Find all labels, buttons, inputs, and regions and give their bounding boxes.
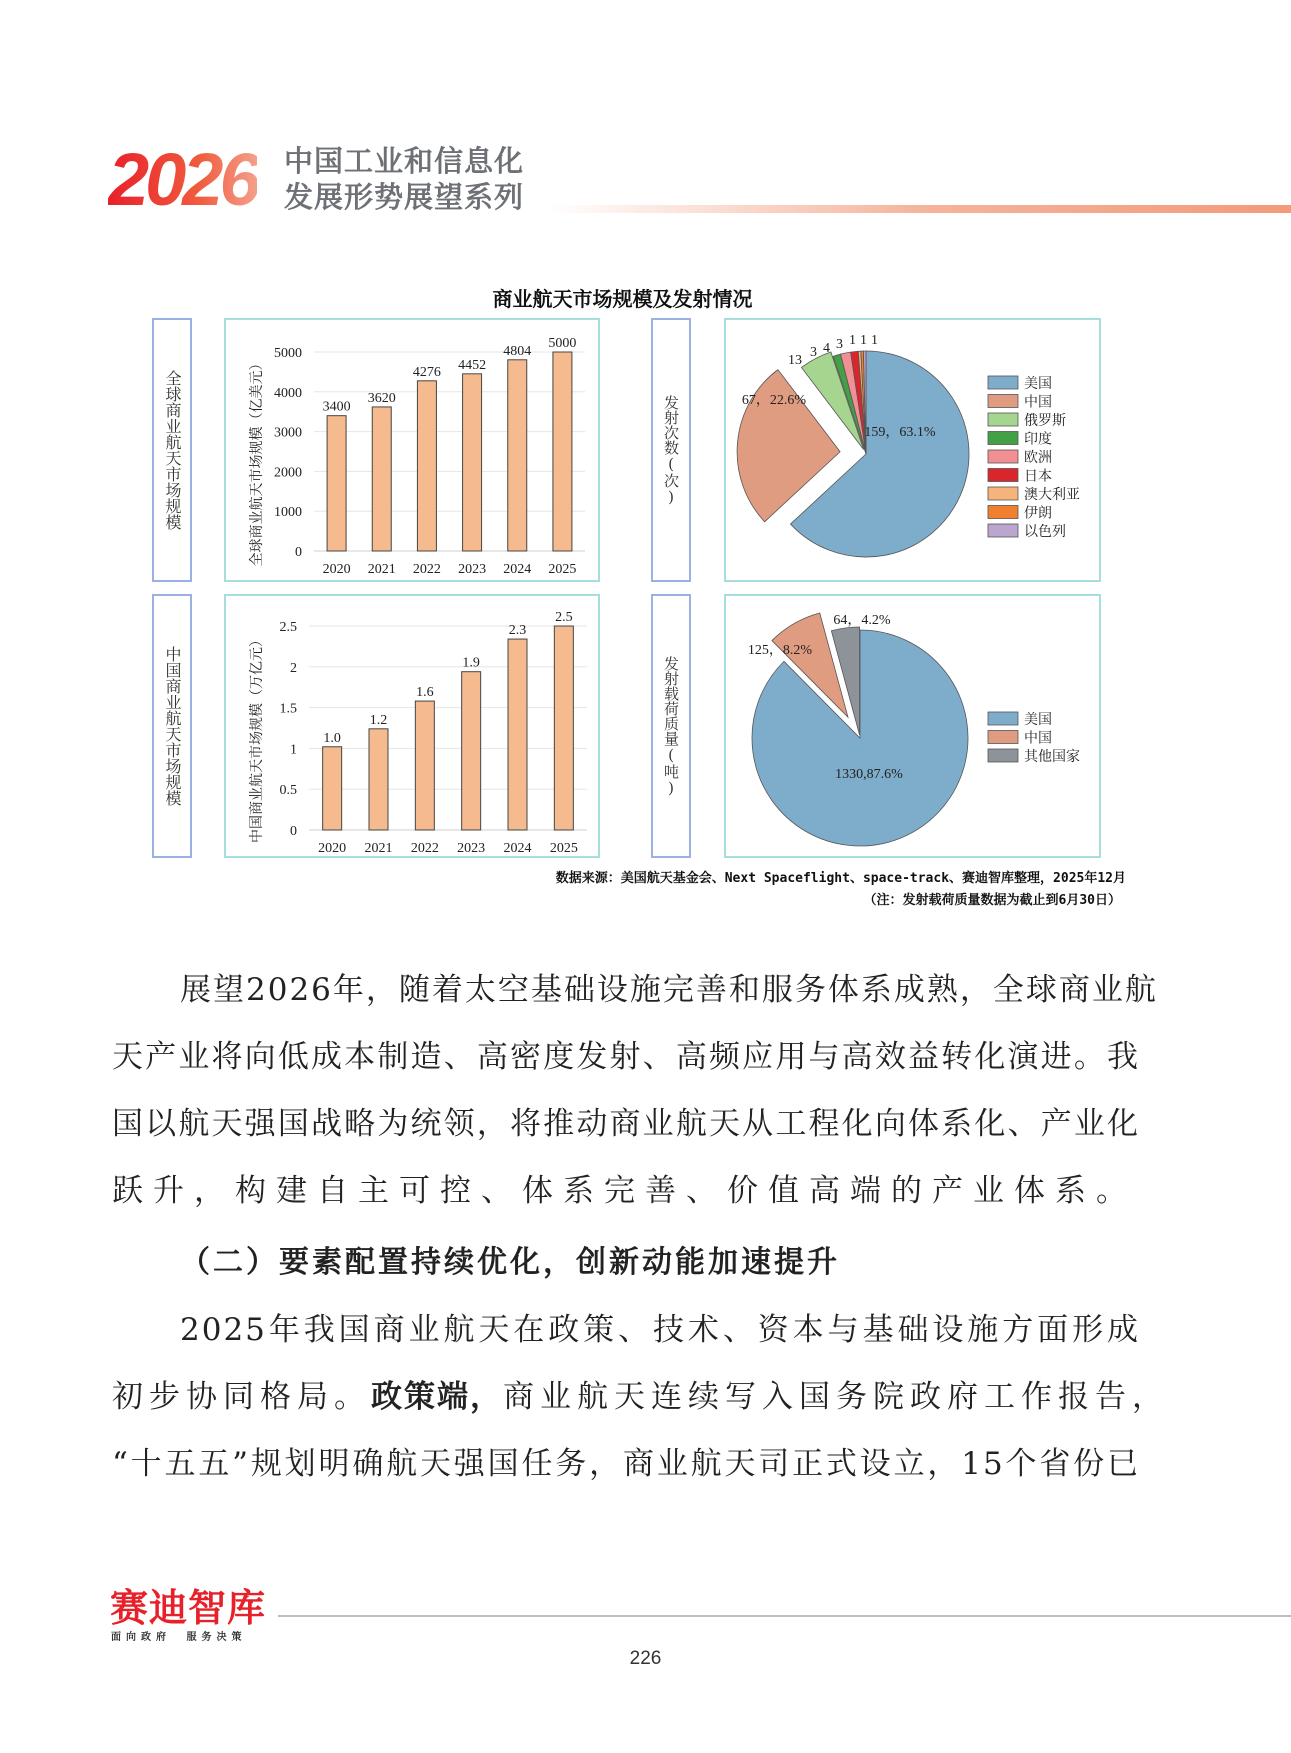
x-tick-label: 2024 — [503, 562, 532, 577]
legend-label: 俄罗斯 — [1024, 414, 1066, 429]
legend-label: 欧洲 — [1024, 451, 1052, 466]
paragraph-line — [112, 1377, 1169, 1417]
row-label-global: 全球商业航天市场规模 — [152, 318, 192, 582]
text-segment: 初步协同格局。 — [112, 1379, 371, 1415]
slice-data-label: 3 — [810, 345, 817, 360]
bar — [508, 639, 527, 830]
payload-mass-pie-svg — [726, 596, 1103, 860]
y-tick-label: 2.5 — [279, 620, 297, 635]
data-label: 1.9 — [462, 655, 480, 671]
legend-swatch — [988, 712, 1018, 725]
data-label: 3620 — [367, 390, 396, 406]
paragraph-line: 展望2026年，随着太空基础设施完善和服务体系成熟，全球商业航 — [180, 972, 1158, 1008]
legend-swatch — [988, 731, 1018, 744]
x-tick-label: 2021 — [367, 562, 396, 577]
bar — [553, 352, 572, 551]
data-label: 2.3 — [508, 623, 527, 639]
pie-label-payload-mass: 发射载荷质量(吨) — [651, 594, 691, 858]
legend-label: 中国 — [1024, 731, 1052, 747]
legend-label: 印度 — [1024, 432, 1052, 448]
y-tick-label: 0 — [290, 824, 297, 839]
legend-swatch — [988, 749, 1018, 762]
bar — [508, 360, 527, 551]
x-tick-label: 2024 — [503, 841, 532, 856]
legend-label: 美国 — [1024, 377, 1052, 392]
x-tick-label: 2022 — [412, 562, 441, 577]
paragraph-line: 2025年我国商业航天在政策、技术、资本与基础设施方面形成 — [180, 1312, 1140, 1348]
y-tick-label: 0.5 — [279, 783, 297, 799]
y-tick-label: 3000 — [274, 425, 302, 441]
y-tick-label: 1 — [290, 742, 297, 758]
y-tick-label: 4000 — [274, 385, 302, 401]
x-tick-label: 2025 — [548, 562, 577, 577]
y-tick-label: 0 — [295, 545, 302, 560]
data-label: 4452 — [458, 357, 487, 373]
header-gradient-bar — [548, 205, 1291, 213]
legend-label: 其他国家 — [1024, 750, 1080, 765]
bar — [327, 416, 346, 551]
figure-note: （注：发射载荷质量数据为截止到6月30日） — [863, 893, 1121, 908]
series-title-line1: 中国工业和信息化 — [284, 146, 525, 178]
legend-swatch — [988, 506, 1018, 519]
legend-label: 日本 — [1024, 469, 1052, 485]
legend-label: 伊朗 — [1024, 506, 1052, 522]
legend-swatch — [988, 487, 1018, 500]
legend-swatch — [988, 469, 1018, 482]
data-label: 2.5 — [555, 610, 573, 625]
x-tick-label: 2020 — [322, 562, 351, 577]
x-tick-label: 2023 — [458, 562, 487, 577]
global-market-bar-chart — [224, 318, 600, 582]
data-label: 3400 — [322, 399, 351, 415]
slice-data-label: 125，8.2% — [747, 643, 813, 658]
paragraph-line: 国以航天强国战略为统领，将推动商业航天从工程化向体系化、产业化 — [112, 1106, 1140, 1142]
footer-logo: 赛迪智库 — [110, 1588, 267, 1630]
x-tick-label: 2021 — [364, 841, 393, 856]
footer-slogan: 面向政府 服务决策 — [111, 1632, 247, 1643]
legend-swatch — [988, 395, 1018, 408]
slice-data-label: 64，4.2% — [833, 613, 891, 628]
slice-data-label: 13 — [788, 353, 802, 368]
data-label: 1.2 — [369, 712, 388, 728]
legend-swatch — [988, 413, 1018, 426]
bold-keyword: 政策端， — [371, 1379, 503, 1415]
bar — [417, 381, 436, 551]
x-tick-label: 2022 — [410, 841, 439, 856]
slice-data-label: 67，22.6% — [741, 393, 807, 408]
pie-label-launch-count: 发射次数(次) — [651, 318, 691, 582]
china-bar-svg — [226, 596, 602, 860]
y-tick-label: 1.5 — [279, 701, 297, 717]
slice-data-label: 1330,87.6% — [835, 767, 903, 782]
bar — [369, 729, 388, 830]
x-tick-label: 2023 — [457, 841, 486, 856]
data-label: 4804 — [503, 343, 532, 359]
series-title-line2: 发展形势展望系列 — [284, 182, 525, 214]
y-tick-label: 2 — [290, 660, 297, 676]
y-axis-title: 中国商业航天市场规模（万亿元） — [250, 633, 265, 843]
legend-swatch — [988, 524, 1018, 537]
slice-data-label: 159，63.1% — [864, 425, 936, 440]
data-label: 1.0 — [323, 730, 341, 746]
page-number: 226 — [629, 1648, 662, 1669]
bar — [462, 672, 481, 830]
paragraph-line: 天产业将向低成本制造、高密度发射、高频应用与高效益转化演进。我 — [112, 1039, 1140, 1075]
legend-label: 澳大利亚 — [1024, 488, 1080, 503]
footer-divider — [278, 1615, 1291, 1617]
y-tick-label: 2000 — [274, 465, 302, 481]
y-tick-label: 1000 — [274, 505, 302, 521]
bar — [372, 407, 391, 551]
slice-data-label: 1 — [860, 333, 867, 348]
bar — [323, 747, 342, 830]
data-label: 1.6 — [416, 685, 434, 701]
bar — [463, 374, 482, 551]
launch-count-pie-svg — [726, 320, 1103, 584]
x-tick-label: 2025 — [549, 841, 578, 856]
bar — [554, 626, 573, 830]
global-bar-svg — [226, 320, 602, 584]
slice-data-label: 1 — [849, 333, 856, 348]
paragraph-line: “十五五”规划明确航天强国任务，商业航天司正式设立，15个省份已 — [112, 1446, 1140, 1482]
figure-title: 商业航天市场规模及发射情况 — [492, 287, 753, 311]
legend-label: 以色列 — [1024, 525, 1066, 540]
slice-data-label: 4 — [823, 341, 830, 356]
slice-data-label: 3 — [836, 337, 843, 352]
slice-data-label: 1 — [871, 333, 878, 348]
data-label: 5000 — [548, 336, 577, 351]
x-tick-label: 2020 — [318, 841, 347, 856]
legend-label: 美国 — [1024, 713, 1052, 728]
legend-swatch — [988, 450, 1018, 463]
y-axis-title: 全球商业航天市场规模（亿美元） — [250, 356, 265, 567]
text-segment: 商业航天连续写入国务院政府工作报告， — [503, 1379, 1169, 1415]
data-label: 4276 — [412, 364, 441, 380]
legend-swatch — [988, 432, 1018, 445]
row-label-china: 中国商业航天市场规模 — [152, 594, 192, 858]
y-tick-label: 5000 — [274, 346, 302, 361]
china-market-bar-chart — [224, 594, 600, 858]
legend-label: 中国 — [1024, 395, 1052, 411]
section-heading: （二）要素配置持续优化，创新动能加速提升 — [180, 1245, 840, 1280]
paragraph-line: 跃升，构建自主可控、体系完善、价值高端的产业体系。 — [112, 1173, 1137, 1209]
figure-source: 数据来源：美国航天基金会、Next Spaceflight、space-track、赛迪智库整理，2025年12月 — [555, 871, 1126, 886]
legend-swatch — [988, 376, 1018, 389]
launch-count-pie-chart — [724, 318, 1101, 582]
series-logo-2026: 2026 — [108, 138, 257, 221]
bar — [415, 701, 434, 830]
payload-mass-pie-chart — [724, 594, 1101, 858]
